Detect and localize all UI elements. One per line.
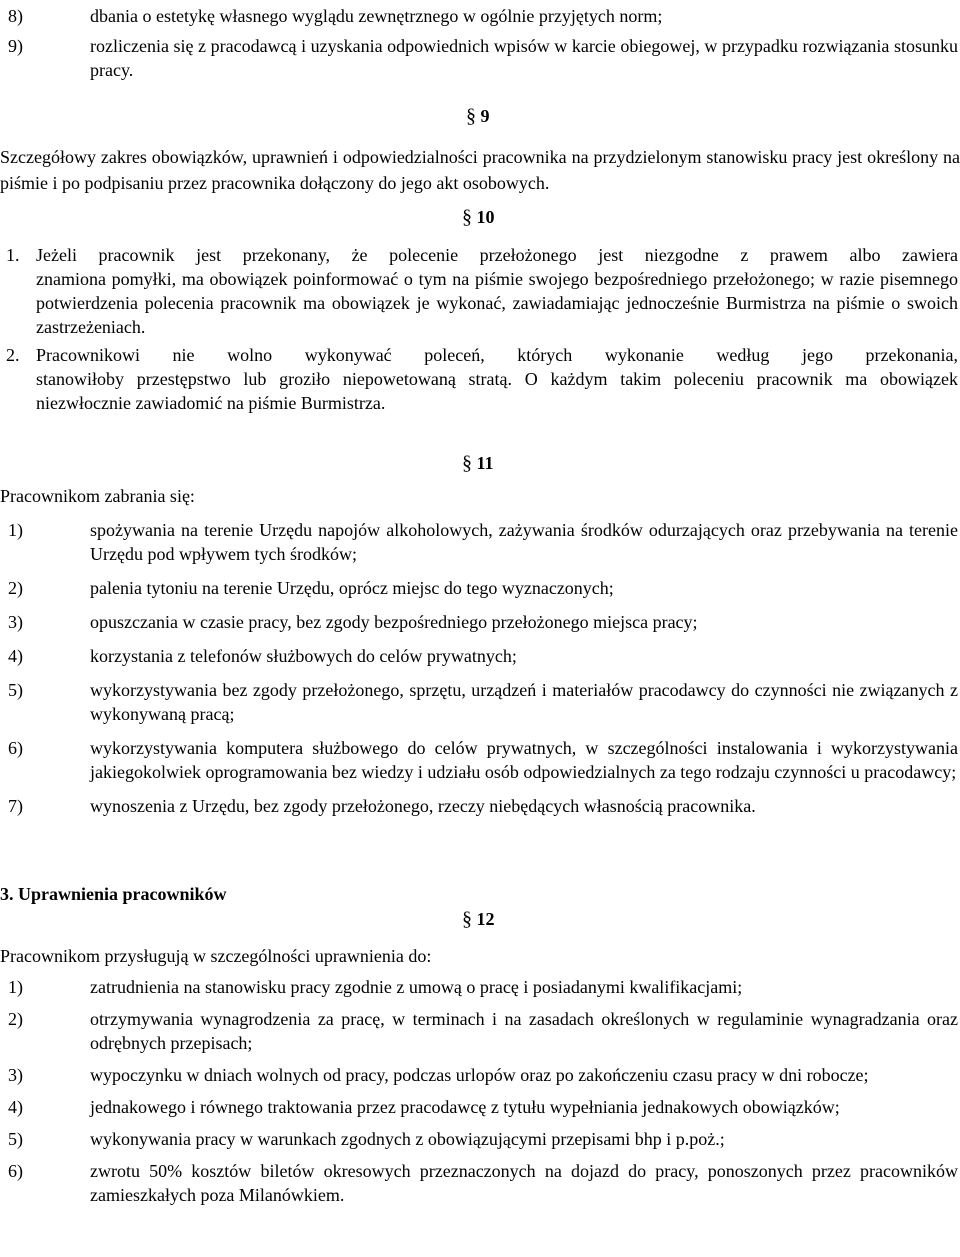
list-item <box>6 644 958 668</box>
list-item-number: 2) <box>8 1009 23 1029</box>
paragraph-first-line: Pracownikowi nie wolno wykonywać poleceń, których wykonanie według jego przekonania, <box>36 345 958 365</box>
list-item-number: 4) <box>8 646 23 666</box>
section-number: 9 <box>480 106 490 126</box>
section-number: 10 <box>476 207 495 227</box>
list-item-text: wynoszenia z Urzędu, bez zgody przełożonego, rzeczy niebędących własnością pracownika. <box>90 796 756 816</box>
paragraph-sign: § <box>462 452 472 474</box>
list-item-text: wypoczynku w dniach wolnych od pracy, podczas urlopów oraz po zakończeniu czasu pracy w dni robocze; <box>90 1065 869 1085</box>
list-item-text: dbania o estetykę własnego wyglądu zewnętrznego w ogólnie przyjętych norm; <box>90 6 663 26</box>
list-item-text: spożywania na terenie Urzędu napojów alkoholowych, zażywania środków odurzających oraz przebywania na terenie Urzędu pod wpływem tych środków; <box>90 520 958 564</box>
list-item-text: otrzymywania wynagrodzenia za pracę, w terminach i na zasadach określonych w regulaminie wynagradzania oraz odrębnych przepisach; <box>90 1009 958 1053</box>
list-item-number: 3) <box>8 1065 23 1085</box>
list-item-text: opuszczania w czasie pracy, bez zgody bezpośredniego przełożonego miejsca pracy; <box>90 612 698 632</box>
list-item <box>6 1063 958 1087</box>
list-item-number: 3) <box>8 612 23 632</box>
paragraph-number: 1. <box>6 245 20 265</box>
section-9-text: Szczegółowy zakres obowiązków, uprawnień i odpowiedzialności pracownika na przydzielonym stanowisku pracy jest określony na piśmie i po podpisaniu przez pracownika dołączony do jego akt osobowych. <box>0 147 960 193</box>
list-item-text: wykorzystywania komputera służbowego do celów prywatnych, w szczególności instalowania i wykorzystywania jakiegokolwiek oprogramowania bez wiedzy i udziału osób odpowiedzialnych za tego rodzaju czynności u pracodawcy; <box>90 738 958 782</box>
chapter-heading: 3. Uprawnienia pracowników <box>0 884 227 904</box>
paragraph-sign: § <box>466 105 476 127</box>
list-item-number: 8) <box>8 6 23 26</box>
list-item-number: 1) <box>8 977 23 997</box>
paragraph-continuation: stanowiłoby przestępstwo lub groziło niepowetowaną stratą. O każdym takim poleceniu pracownik ma obowiązek niezwłocznie zawiadomić na piśmie Burmistrza. <box>36 369 958 413</box>
list-item-number: 6) <box>8 738 23 758</box>
list-item <box>6 610 958 634</box>
section-heading-11 <box>462 451 494 475</box>
list-item-number: 4) <box>8 1097 23 1117</box>
list-top <box>6 4 958 82</box>
list-item-number: 7) <box>8 796 23 816</box>
section-11-intro: Pracownikom zabrania się: <box>0 486 195 506</box>
list-item-number: 9) <box>8 36 23 56</box>
list-item-number: 2) <box>8 578 23 598</box>
list-item <box>6 1095 958 1119</box>
list-item <box>6 34 958 82</box>
section-heading-10 <box>462 205 495 229</box>
list-item-text: wykonywania pracy w warunkach zgodnych z obowiązującymi przepisami bhp i p.poż.; <box>90 1129 725 1149</box>
list-item-number: 1) <box>8 520 23 540</box>
list-item-text: jednakowego i równego traktowania przez pracodawcę z tytułu wypełniania jednakowych obowiązków; <box>90 1097 840 1117</box>
section-heading-12 <box>462 907 495 931</box>
list-item-number: 6) <box>8 1161 23 1181</box>
list-item-text: palenia tytoniu na terenie Urzędu, oprócz miejsc do tego wyznaczonych; <box>90 578 614 598</box>
list-item <box>6 794 958 818</box>
paragraph-number: 2. <box>6 345 20 365</box>
list-item-text: zwrotu 50% kosztów biletów okresowych przeznaczonych na dojazd do pracy, ponoszonych przez pracowników zamieszkałych poza Milanówkiem. <box>90 1161 958 1205</box>
list-item-text: zatrudnienia na stanowisku pracy zgodnie z umową o pracę i posiadanymi kwalifikacjami; <box>90 977 743 997</box>
list-item <box>6 678 958 726</box>
section-heading-9 <box>466 104 490 128</box>
paragraph-2 <box>6 343 958 367</box>
list-item-number: 5) <box>8 1129 23 1149</box>
list-item-text: korzystania z telefonów służbowych do celów prywatnych; <box>90 646 517 666</box>
paragraph-sign: § <box>462 908 472 930</box>
section-12-intro: Pracownikom przysługują w szczególności uprawnienia do: <box>0 946 432 966</box>
list-item <box>6 576 958 600</box>
section-number: 11 <box>476 453 494 473</box>
list-item-number: 5) <box>8 680 23 700</box>
list-item <box>6 4 958 28</box>
paragraph-sign: § <box>462 206 472 228</box>
list-item <box>6 736 958 784</box>
list-item <box>6 1007 958 1055</box>
paragraph-continuation: znamiona pomyłki, ma obowiązek poinformować o tym na piśmie swojego bezpośredniego przełożonego; w razie pisemnego potwierdzenia polecenia pracownik ma obowiązek je wykonać, zawiadamiając jednocześnie Burmistrza na piśmie o swoich zastrzeżeniach. <box>36 269 958 337</box>
section-number: 12 <box>476 909 495 929</box>
list-section-12 <box>6 975 958 1207</box>
list-section-11 <box>6 518 958 818</box>
list-item <box>6 1159 958 1207</box>
section-10-body <box>6 243 958 415</box>
paragraph-1 <box>6 243 958 267</box>
list-item-text: rozliczenia się z pracodawcą i uzyskania odpowiednich wpisów w karcie obiegowej, w przypadku rozwiązania stosunku pracy. <box>90 36 958 80</box>
paragraph-first-line: Jeżeli pracownik jest przekonany, że polecenie przełożonego jest niezgodne z prawem albo zawiera <box>36 245 958 265</box>
list-item <box>6 975 958 999</box>
list-item <box>6 1127 958 1151</box>
list-item <box>6 518 958 566</box>
list-item-text: wykorzystywania bez zgody przełożonego, sprzętu, urządzeń i materiałów pracodawcy do czynności nie związanych z wykonywaną pracą; <box>90 680 958 724</box>
